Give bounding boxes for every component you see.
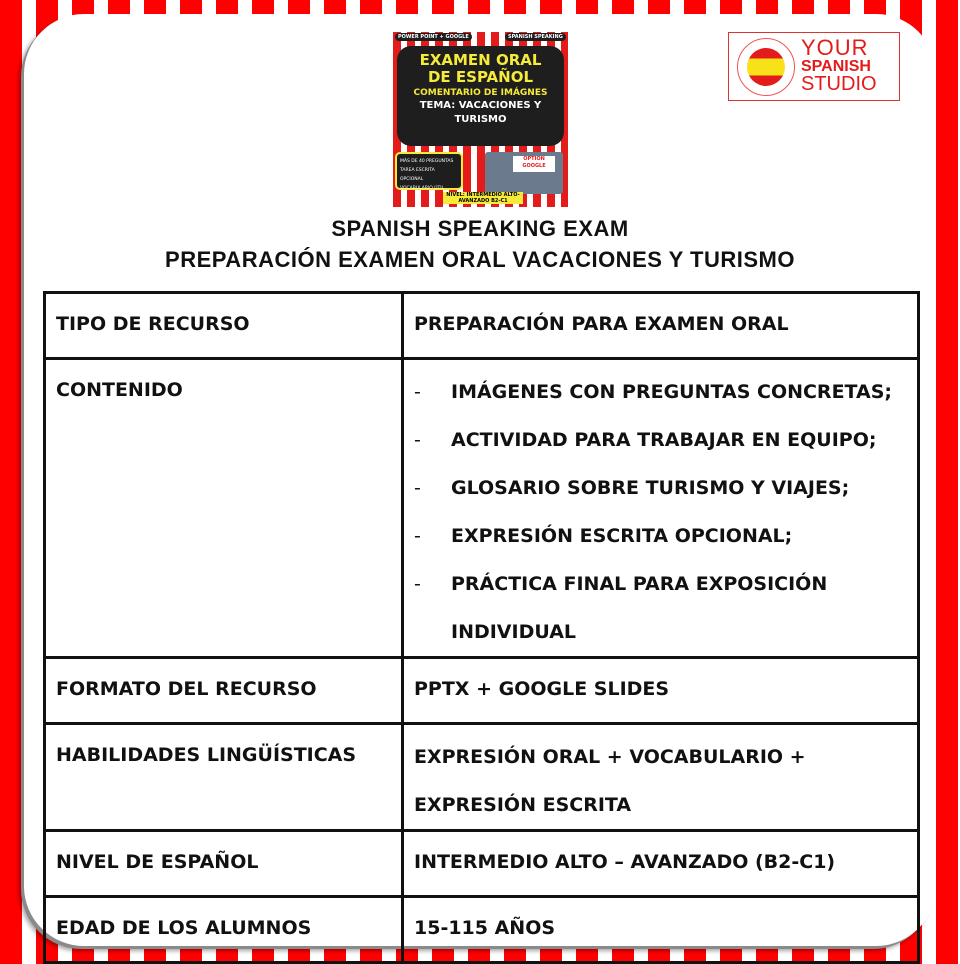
cover-bullet: VOCABULARIO ÚTIL bbox=[400, 186, 445, 191]
cover-title-1: EXAMEN ORAL bbox=[419, 51, 542, 69]
cover-bullet: MÁS DE 40 PREGUNTAS bbox=[400, 159, 454, 164]
table-row bbox=[45, 293, 919, 359]
cover-title-2: DE ESPAÑOL bbox=[427, 68, 534, 86]
row-value: INTERMEDIO ALTO – AVANZADO (B2-C1) bbox=[403, 831, 919, 897]
product-cover-image bbox=[393, 32, 568, 207]
table-row bbox=[45, 724, 919, 831]
content-list bbox=[414, 368, 907, 656]
list-item: - EXPRESIÓN ESCRITA OPCIONAL; bbox=[414, 512, 907, 560]
cover-title-board bbox=[397, 46, 564, 146]
row-value bbox=[403, 724, 919, 831]
cover-option-label: OPTION GOOGLE bbox=[513, 156, 555, 172]
row-key: HABILIDADES LINGÜÍSTICAS bbox=[45, 724, 403, 831]
table-row bbox=[45, 359, 919, 658]
cover-tag-left: POWER POINT + GOOGLE bbox=[395, 33, 472, 41]
row-key: CONTENIDO bbox=[45, 359, 403, 658]
heading-line-1: SPANISH SPEAKING EXAM bbox=[331, 216, 629, 241]
row-value: 15-115 AÑOS bbox=[403, 897, 919, 963]
heading-line-2: PREPARACIÓN EXAMEN ORAL VACACIONES Y TURISMO bbox=[165, 247, 795, 272]
row-value: PREPARACIÓN PARA EXAMEN ORAL bbox=[403, 293, 919, 359]
row-key: EDAD DE LOS ALUMNOS bbox=[45, 897, 403, 963]
logo-line-1: YOUR bbox=[801, 35, 869, 60]
cover-theme-2: TURISMO bbox=[454, 114, 507, 125]
cover-subtitle: COMENTARIO DE IMÁGNES bbox=[413, 88, 548, 98]
table-row bbox=[45, 897, 919, 963]
row-key: NIVEL DE ESPAÑOL bbox=[45, 831, 403, 897]
logo-line-2: SPANISH bbox=[801, 58, 871, 75]
table-row bbox=[45, 658, 919, 724]
row-key: FORMATO DEL RECURSO bbox=[45, 658, 403, 724]
cover-tag-right: SPANISH SPEAKING bbox=[505, 33, 566, 41]
sun-icon bbox=[737, 38, 795, 96]
spain-flag-icon bbox=[747, 48, 785, 86]
table-row bbox=[45, 831, 919, 897]
list-item: - IMÁGENES CON PREGUNTAS CONCRETAS; bbox=[414, 368, 907, 416]
resource-info-table bbox=[43, 291, 920, 964]
cover-theme-1: TEMA: VACACIONES Y bbox=[419, 100, 542, 111]
value-line: EXPRESIÓN ORAL + VOCABULARIO + bbox=[414, 746, 806, 768]
value-line: EXPRESIÓN ESCRITA bbox=[414, 794, 632, 816]
list-item: - GLOSARIO SOBRE TURISMO Y VIAJES; bbox=[414, 464, 907, 512]
cover-bullet: TAREA ESCRITA OPCIONAL bbox=[400, 168, 435, 182]
cover-bullets bbox=[395, 152, 463, 190]
brand-logo bbox=[728, 32, 900, 101]
row-value bbox=[403, 359, 919, 658]
list-item: - PRÁCTICA FINAL PARA EXPOSICIÓN INDIVIDUAL bbox=[414, 560, 851, 656]
logo-line-3: STUDIO bbox=[801, 73, 877, 95]
cover-level-label: NIVEL: INTERMEDIO ALTO-AVANZADO B2-C1 bbox=[443, 192, 523, 204]
list-item: - ACTIVIDAD PARA TRABAJAR EN EQUIPO; bbox=[414, 416, 907, 464]
row-value: PPTX + GOOGLE SLIDES bbox=[403, 658, 919, 724]
row-key: TIPO DE RECURSO bbox=[45, 293, 403, 359]
